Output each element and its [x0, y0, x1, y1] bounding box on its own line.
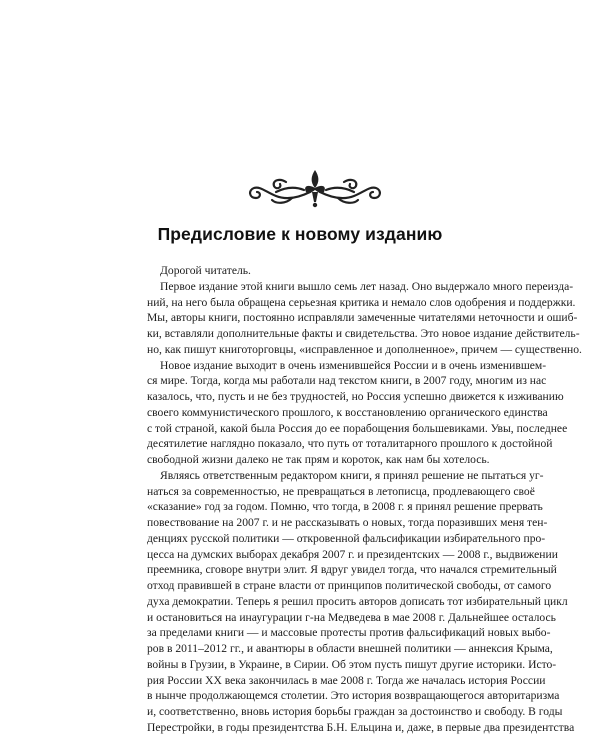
text-line: ров в 2011–2012 гг., и авантюры в области внешней политики — аннексия Крыма,: [147, 642, 553, 655]
text-line: ний, на него была обращена серьезная критика и немало слов одобрения и поддержки.: [147, 295, 576, 309]
text-line: ся мире. Тогда, когда мы работали над текстом книги, в 2007 году, многим из нас: [147, 374, 547, 388]
text-line: духа демократии. Теперь я решил просить авторов дописать тот избирательный цикл: [147, 594, 568, 608]
text-line: преемника, сговоре внутри элит. Я вдруг увидел тогда, что начался стремительный: [147, 563, 557, 577]
text-line: Перестройки, в годы президентства Б.Н. Ельцина и, даже, в первые два президентства: [147, 720, 575, 734]
text-line: войны в Грузии, в Украине, в Сирии. Об этом пусть пишут другие историки. Исто-: [147, 657, 557, 671]
text-line: Первое издание этой книги вышло семь лет назад. Оно выдержало много переизда-: [160, 279, 574, 293]
text-line: и остановиться на инаугурации г-на Медведева в мае 2008 г. Дальнейшее осталось: [147, 610, 556, 624]
text-line: в нынче продолжающемся столетии. Это история возвращающегося авторитаризма: [147, 689, 560, 703]
text-line: отход правившей в стране власти от принципов политической свободы, от самого: [147, 579, 552, 592]
text-line: с той страной, какой была Россия до ее порабощения большевиками. Увы, последнее: [147, 421, 568, 435]
text-line: Новое издание выходит в очень изменившейся России и в очень изменившем-: [160, 358, 547, 372]
text-line: казалось, что, пусть и не без трудностей, но Россия успешно движется к изживанию: [147, 390, 564, 403]
text-line: рия России XX века закончилась в мае 2008 г. Тогда же началась история России: [147, 673, 546, 687]
text-line: десятилетие наглядно показало, что путь от тоталитарного прошлого к достойной: [147, 437, 553, 451]
text-line: ки, вставляли дополнительные факты и свидетельства. Это новое издание действитель-: [147, 327, 580, 340]
text-line: Являясь ответственным редактором книги, я принял решение не пытаться уг-: [160, 468, 544, 482]
body-text: [147, 263, 582, 736]
text-line: Дорогой читатель.: [160, 264, 251, 277]
text-line: но, как пишут книготорговцы, «исправленное и дополненное», причем — существенно.: [147, 342, 582, 356]
text-line: за пределами книги — и массовые протесты против фальсификаций новых выбо-: [147, 626, 551, 640]
text-line: цесса на думских выборах декабря 2007 г. и президентских — 2008 г., выдвижении: [147, 547, 558, 561]
text-line: и, соответственно, вновь история борьбы граждан за достоинство и свободу. В годы: [147, 705, 563, 718]
text-line: «сказание» год за годом. Помню, что тогда, в 2008 г. я принял решение прервать: [147, 500, 543, 514]
text-line: денциях русской политики — откровенной фальсификации избирательного про-: [147, 531, 546, 545]
text-line: наться за современностью, не превращаться в летописца, продлевающего своё: [147, 484, 535, 498]
page-title: Предисловие к новому изданию: [157, 224, 443, 244]
text-line: повествование на 2007 г. и не рассказывать о новых, тогда поразивших меня тен-: [147, 516, 548, 529]
fleur-scroll-ornament-icon: [246, 168, 384, 210]
text-line: Мы, авторы книги, постоянно исправляли замеченные читателями неточности и ошиб-: [147, 311, 578, 325]
text-line: своего коммунистического прошлого, к восстановлению органического единства: [147, 405, 548, 419]
text-line: свободной жизни далеко не так прям и короток, как нам бы хотелось.: [147, 453, 490, 466]
